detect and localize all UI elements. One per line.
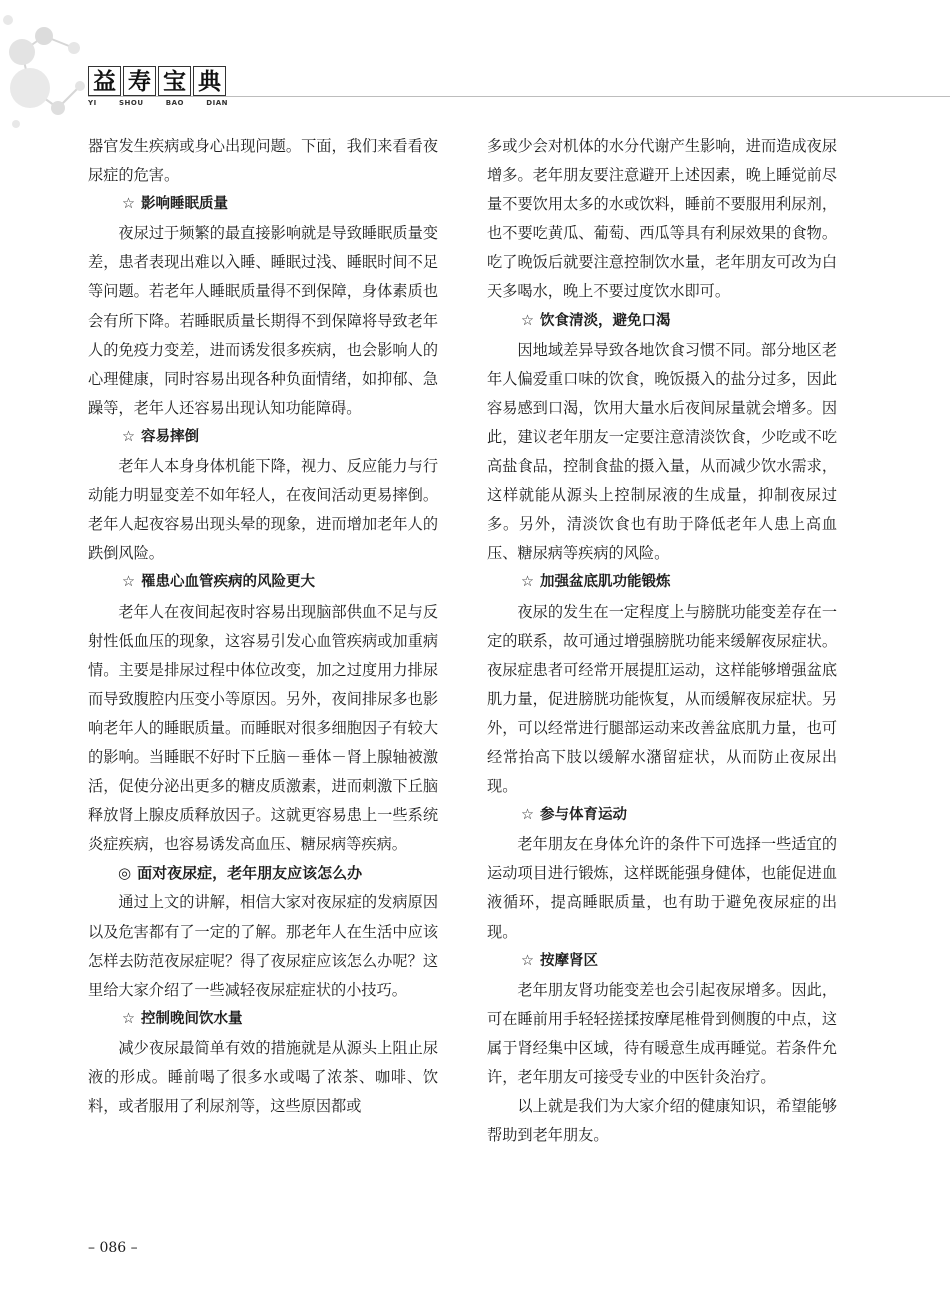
star-icon: ☆ [122,428,135,445]
paragraph-cardio: 老年人在夜间起夜时容易出现脑部供血不足与反射性低血压的现象，这容易引发心血管疾病或加重病情。主要是排尿过程中体位改变，加之过度用力排尿而导致腹腔内压变小等原因。另外，夜间排尿多也影响老年人的睡眠质量。而睡眠对很多细胞因子有较大的影响。当睡眠不好时下丘脑－垂体－肾上腺轴被激活，促使分泌出更多的糖皮质激素，进而刺激下丘脑释放肾上腺皮质释放因子。这就更容易患上一些系统炎症疾病，也容易诱发高血压、糖尿病等疾病。 [88,602,438,854]
paragraph-water-continued: 多或少会对机体的水分代谢产生影响，进而造成夜尿增多。老年朋友要注意避开上述因素，晚上睡觉前尽量不要饮用太多的水或饮料，睡前不要服用利尿剂，也不要吃黄瓜、葡萄、西瓜等具有利尿效果的食物。吃了晚饭后就要注意控制饮水量，老年朋友可改为白天多喝水，晚上不要过度饮水即可。 [487,137,837,301]
star-icon: ☆ [521,312,534,329]
left-column [88,132,438,1121]
double-circle-icon: ◎ [118,864,132,883]
section-heading-pelvic [487,568,837,597]
heading-text: 面对夜尿症，老年朋友应该怎么办 [137,864,363,883]
paragraph-massage: 老年朋友肾功能变差也会引起夜尿增多。因此，可在睡前用手轻轻搓揉按摩尾椎骨到侧腹的中点，这属于肾经集中区域，待有暖意生成再睡觉。若条件允许，老年朋友可接受专业的中医针灸治疗。 [487,980,837,1086]
paragraph-water: 减少夜尿最简单有效的措施就是从源头上阻止尿液的形成。睡前喝了很多水或喝了浓茶、咖啡、饮料，或者服用了利尿剂等，这些原因都或 [88,1038,438,1116]
star-icon: ☆ [521,807,534,824]
paragraph-intro: 器官发生疾病或身心出现问题。下面，我们来看看夜尿症的危害。 [88,137,438,185]
section-heading-fall [88,423,438,452]
heading-text: 加强盆底肌功能锻炼 [540,574,671,591]
section-heading-sport [487,801,837,830]
paragraph-fall: 老年人本身身体机能下降，视力、反应能力与行动能力明显变差不如年轻人，在夜间活动更易摔倒。老年人起夜容易出现头晕的现象，进而增加老年人的跌倒风险。 [88,457,438,563]
star-icon: ☆ [122,1010,135,1027]
logo-char: 典 [193,66,226,96]
star-icon: ☆ [521,574,534,591]
header-rule [88,96,950,97]
paragraph-pelvic: 夜尿的发生在一定程度上与膀胱功能变差存在一定的联系，故可通过增强膀胱功能来缓解夜尿症状。夜尿症患者可经常开展提肛运动，这样能够增强盆底肌力量，促进膀胱功能恢复，从而缓解夜尿症状。另外，可以经常进行腿部运动来改善盆底肌力量，也可经常抬高下肢以缓解水潴留症状，从而防止夜尿出现。 [487,602,837,796]
section-heading-face [88,859,438,888]
logo-pinyin [88,99,228,107]
star-icon: ☆ [122,196,135,213]
section-heading-water [88,1005,438,1034]
star-icon: ☆ [521,952,534,969]
pinyin-syllable: DIAN [206,99,228,107]
heading-text: 参与体育运动 [540,807,627,824]
right-column [487,132,837,1150]
heading-text: 按摩肾区 [540,952,598,969]
paragraph-sport: 老年朋友在身体允许的条件下可选择一些适宜的运动项目进行锻炼，这样既能强身健体，也能促进血液循环，提高睡眠质量，也有助于避免夜尿症的出现。 [487,835,837,941]
star-icon: ☆ [122,574,135,591]
paragraph-sleep: 夜尿过于频繁的最直接影响就是导致睡眠质量变差，患者表现出难以入睡、睡眠过浅、睡眠时间不足等问题。若老年人睡眠质量得不到保障，身体素质也会有所下降。若睡眠质量长期得不到保障将导致老年人的免疫力变差，进而诱发很多疾病，也会影响人的心理健康，同时容易出现各种负面情绪，如抑郁、急躁等，老年人还容易出现认知功能障碍。 [88,224,438,417]
pinyin-syllable: SHOU [118,99,144,107]
pinyin-syllable: BAO [165,99,185,107]
heading-text: 罹患心血管疾病的风险更大 [141,574,315,591]
heading-text: 容易摔倒 [141,428,199,445]
section-heading-diet [487,307,837,336]
page-number: – 086 – [88,1240,138,1256]
logo-char: 寿 [123,66,156,96]
section-heading-massage [487,947,837,976]
logo-char: 益 [88,66,121,96]
paragraph-closing: 以上就是我们为大家介绍的健康知识，希望能够帮助到老年朋友。 [487,1097,837,1145]
logo-char: 宝 [158,66,191,96]
pinyin-syllable: YI [88,99,97,107]
heading-text: 控制晚间饮水量 [141,1010,243,1027]
magazine-logo [88,66,228,96]
heading-text: 影响睡眠质量 [141,196,228,213]
paragraph-face: 通过上文的讲解，相信大家对夜尿症的发病原因以及危害都有了一定的了解。那老年人在生活中应该怎样去防范夜尿症呢？得了夜尿症应该怎么办呢？这里给大家介绍了一些减轻夜尿症症状的小技巧。 [88,893,438,999]
section-heading-sleep [88,190,438,219]
section-heading-cardio [88,568,438,597]
paragraph-diet: 因地域差异导致各地饮食习惯不同。部分地区老年人偏爱重口味的饮食，晚饭摄入的盐分过多，因此容易感到口渴，饮用大量水后夜间尿量就会增多。因此，建议老年朋友一定要注意清淡饮食，少吃或不吃高盐食品，控制食盐的摄入量，从而减少饮水需求，这样就能从源头上控制尿液的生成量，抑制夜尿过多。另外，清淡饮食也有助于降低老年人患上高血压、糖尿病等疾病的风险。 [487,340,837,563]
heading-text: 饮食清淡，避免口渴 [540,312,671,329]
